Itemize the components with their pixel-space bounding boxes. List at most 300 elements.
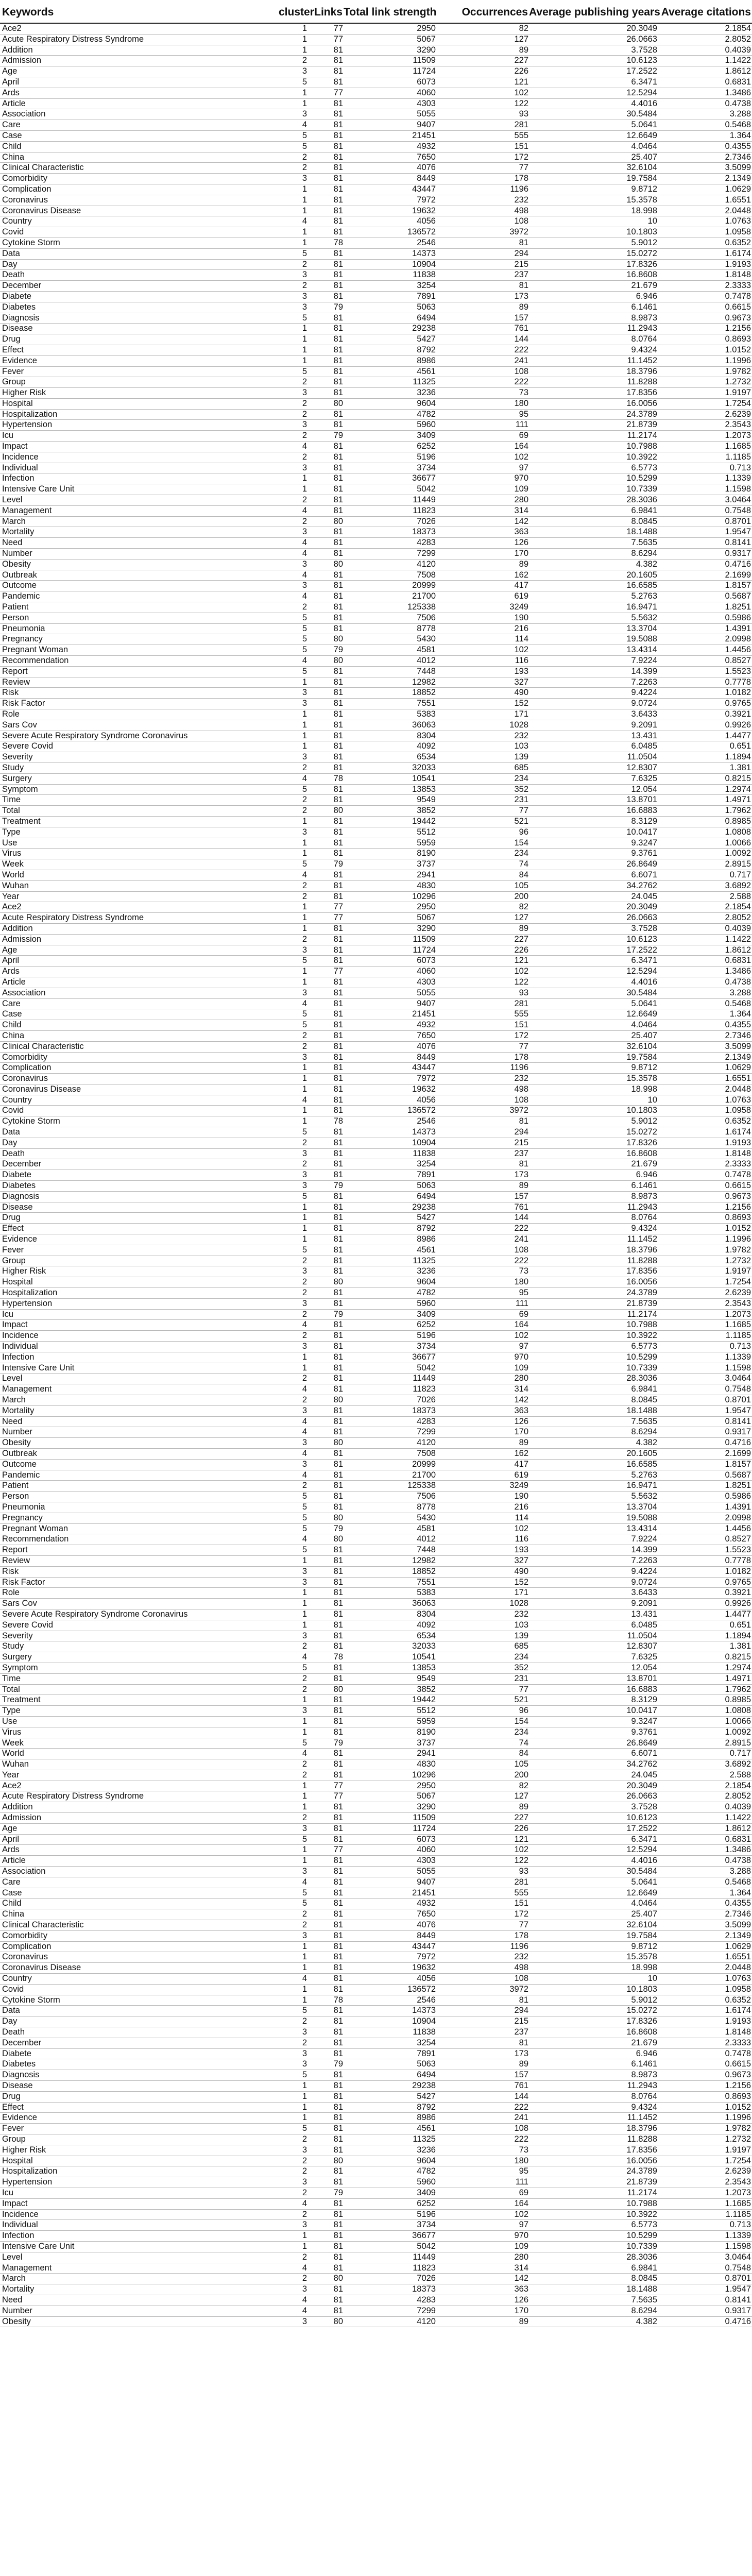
cluster-cell: 1 <box>278 34 307 45</box>
average-publishing-years-cell: 9.3247 <box>528 838 657 849</box>
keyword-cell: Type <box>0 827 278 838</box>
total-link-strength-cell: 43447 <box>343 1063 436 1074</box>
cluster-cell: 1 <box>278 838 307 849</box>
total-link-strength-cell: 2546 <box>343 1995 436 2006</box>
average-citations-cell: 0.8693 <box>657 1213 752 1224</box>
average-citations-cell: 1.9193 <box>657 1138 752 1148</box>
table-row <box>0 302 752 313</box>
keyword-cell: Severe Acute Respiratory Syndrome Coronavirus <box>0 731 278 741</box>
table-row <box>0 1084 752 1095</box>
keyword-cell: Diabetes <box>0 302 278 313</box>
keyword-cell: World <box>0 1749 278 1759</box>
cluster-cell: 2 <box>278 452 307 463</box>
cluster-cell: 1 <box>278 2081 307 2092</box>
table-row <box>0 559 752 570</box>
average-citations-cell: 0.7548 <box>657 505 752 516</box>
occurrences-cell: 3972 <box>436 227 528 238</box>
occurrences-cell: 173 <box>436 291 528 302</box>
links-cell: 81 <box>307 1298 343 1309</box>
occurrences-cell: 232 <box>436 1074 528 1084</box>
links-cell: 81 <box>307 1599 343 1609</box>
keyword-cell: Child <box>0 1899 278 1909</box>
keyword-cell: Level <box>0 2252 278 2263</box>
average-citations-cell: 0.4716 <box>657 2316 752 2327</box>
cluster-cell: 3 <box>278 1181 307 1192</box>
total-link-strength-cell: 7650 <box>343 1030 436 1041</box>
keyword-cell: Complication <box>0 184 278 195</box>
average-citations-cell: 3.288 <box>657 988 752 998</box>
table-row <box>0 591 752 602</box>
cluster-cell: 5 <box>278 1545 307 1556</box>
keyword-cell: Coronavirus Disease <box>0 1084 278 1095</box>
average-publishing-years-cell: 11.2174 <box>528 2188 657 2198</box>
table-row <box>0 1802 752 1813</box>
table-row <box>0 1877 752 1888</box>
links-cell: 79 <box>307 2188 343 2198</box>
table-row <box>0 1834 752 1845</box>
keyword-cell: Diagnosis <box>0 313 278 324</box>
average-citations-cell: 0.6615 <box>657 1181 752 1192</box>
links-cell: 80 <box>307 1277 343 1288</box>
total-link-strength-cell: 4012 <box>343 656 436 667</box>
average-publishing-years-cell: 13.8701 <box>528 1673 657 1684</box>
average-publishing-years-cell: 14.399 <box>528 666 657 677</box>
average-publishing-years-cell: 5.2763 <box>528 591 657 602</box>
average-citations-cell: 1.381 <box>657 1641 752 1652</box>
cluster-cell: 4 <box>278 442 307 452</box>
cluster-cell: 5 <box>278 1663 307 1673</box>
average-publishing-years-cell: 30.5484 <box>528 109 657 120</box>
keyword-cell: Diagnosis <box>0 2070 278 2081</box>
links-cell: 81 <box>307 795 343 806</box>
total-link-strength-cell: 11724 <box>343 66 436 77</box>
average-publishing-years-cell: 30.5484 <box>528 988 657 998</box>
cluster-cell: 1 <box>278 1555 307 1566</box>
table-row <box>0 2274 752 2284</box>
average-publishing-years-cell: 5.5632 <box>528 1492 657 1502</box>
links-cell: 81 <box>307 1352 343 1363</box>
occurrences-cell: 555 <box>436 1888 528 1899</box>
keyword-cell: Individual <box>0 1342 278 1352</box>
table-row <box>0 709 752 720</box>
average-publishing-years-cell: 25.407 <box>528 152 657 163</box>
keyword-cell: Virus <box>0 849 278 859</box>
occurrences-cell: 109 <box>436 484 528 495</box>
total-link-strength-cell: 3852 <box>343 806 436 817</box>
average-citations-cell: 1.6551 <box>657 1074 752 1084</box>
table-row <box>0 1266 752 1277</box>
occurrences-cell: 363 <box>436 2284 528 2295</box>
total-link-strength-cell: 4060 <box>343 1845 436 1856</box>
occurrences-cell: 108 <box>436 1245 528 1256</box>
total-link-strength-cell: 14373 <box>343 248 436 259</box>
links-cell: 79 <box>307 2059 343 2070</box>
total-link-strength-cell: 6073 <box>343 77 436 88</box>
occurrences-cell: 81 <box>436 1116 528 1127</box>
average-citations-cell: 2.1854 <box>657 1781 752 1791</box>
cluster-cell: 2 <box>278 1770 307 1781</box>
cluster-cell: 2 <box>278 1041 307 1052</box>
table-row <box>0 1138 752 1148</box>
keyword-cell: Diabete <box>0 1170 278 1181</box>
links-cell: 81 <box>307 1052 343 1063</box>
keyword-cell: Level <box>0 495 278 506</box>
table-row <box>0 1631 752 1641</box>
total-link-strength-cell: 7972 <box>343 1074 436 1084</box>
table-row <box>0 2241 752 2252</box>
total-link-strength-cell: 8986 <box>343 1234 436 1245</box>
cluster-cell: 1 <box>278 1791 307 1802</box>
average-publishing-years-cell: 8.6294 <box>528 1427 657 1438</box>
occurrences-cell: 111 <box>436 2177 528 2188</box>
header-links: Links <box>307 2 343 23</box>
total-link-strength-cell: 2546 <box>343 238 436 248</box>
cluster-cell: 3 <box>278 302 307 313</box>
average-publishing-years-cell: 11.2943 <box>528 1202 657 1213</box>
keyword-cell: Impact <box>0 1320 278 1331</box>
total-link-strength-cell: 8986 <box>343 355 436 366</box>
keyword-cell: Sars Cov <box>0 1599 278 1609</box>
occurrences-cell: 144 <box>436 334 528 345</box>
links-cell: 81 <box>307 227 343 238</box>
links-cell: 81 <box>307 388 343 399</box>
average-publishing-years-cell: 34.2762 <box>528 880 657 891</box>
keyword-cell: Ards <box>0 88 278 98</box>
keyword-cell: Hypertension <box>0 2177 278 2188</box>
total-link-strength-cell: 4561 <box>343 366 436 377</box>
links-cell: 78 <box>307 1652 343 1663</box>
keyword-cell: Effect <box>0 1224 278 1234</box>
cluster-cell: 1 <box>278 1695 307 1706</box>
table-row <box>0 1288 752 1299</box>
occurrences-cell: 89 <box>436 302 528 313</box>
occurrences-cell: 116 <box>436 656 528 667</box>
cluster-cell: 1 <box>278 816 307 827</box>
header-total-link-strength: Total link strength <box>343 2 436 23</box>
cluster-cell: 2 <box>278 1288 307 1299</box>
occurrences-cell: 3972 <box>436 1984 528 1995</box>
occurrences-cell: 234 <box>436 849 528 859</box>
table-row <box>0 1106 752 1116</box>
average-citations-cell: 0.7478 <box>657 291 752 302</box>
total-link-strength-cell: 8778 <box>343 623 436 634</box>
table-row <box>0 355 752 366</box>
keyword-cell: Care <box>0 998 278 1009</box>
occurrences-cell: 190 <box>436 1492 528 1502</box>
total-link-strength-cell: 10541 <box>343 1652 436 1663</box>
table-row <box>0 1170 752 1181</box>
cluster-cell: 3 <box>278 581 307 591</box>
keyword-cell: Admission <box>0 1813 278 1824</box>
total-link-strength-cell: 5959 <box>343 838 436 849</box>
cluster-cell: 5 <box>278 1191 307 1202</box>
cluster-cell: 1 <box>278 1352 307 1363</box>
links-cell: 81 <box>307 1320 343 1331</box>
average-publishing-years-cell: 7.6325 <box>528 1652 657 1663</box>
table-row <box>0 1202 752 1213</box>
table-row <box>0 452 752 463</box>
keyword-cell: Diagnosis <box>0 1191 278 1202</box>
total-link-strength-cell: 9407 <box>343 998 436 1009</box>
total-link-strength-cell: 7026 <box>343 516 436 527</box>
average-publishing-years-cell: 18.3796 <box>528 1245 657 1256</box>
links-cell: 81 <box>307 109 343 120</box>
cluster-cell: 5 <box>278 1888 307 1899</box>
average-citations-cell: 1.0182 <box>657 1566 752 1577</box>
total-link-strength-cell: 5383 <box>343 709 436 720</box>
total-link-strength-cell: 5042 <box>343 484 436 495</box>
average-citations-cell: 1.364 <box>657 130 752 141</box>
table-row <box>0 227 752 238</box>
total-link-strength-cell: 13853 <box>343 1663 436 1673</box>
table-row <box>0 1342 752 1352</box>
total-link-strength-cell: 36063 <box>343 1599 436 1609</box>
total-link-strength-cell: 32033 <box>343 762 436 773</box>
keyword-cell: December <box>0 1159 278 1170</box>
average-citations-cell: 0.8527 <box>657 1534 752 1545</box>
occurrences-cell: 1196 <box>436 1063 528 1074</box>
table-row <box>0 1738 752 1749</box>
total-link-strength-cell: 7026 <box>343 2274 436 2284</box>
average-citations-cell: 1.1422 <box>657 56 752 66</box>
table-row <box>0 1459 752 1470</box>
total-link-strength-cell: 7448 <box>343 1545 436 1556</box>
average-citations-cell: 0.4039 <box>657 1802 752 1813</box>
total-link-strength-cell: 4581 <box>343 645 436 656</box>
links-cell: 81 <box>307 442 343 452</box>
links-cell: 81 <box>307 495 343 506</box>
average-citations-cell: 0.7478 <box>657 2048 752 2059</box>
links-cell: 81 <box>307 1802 343 1813</box>
cluster-cell: 1 <box>278 473 307 484</box>
cluster-cell: 4 <box>278 505 307 516</box>
cluster-cell: 1 <box>278 709 307 720</box>
cluster-cell: 4 <box>278 1652 307 1663</box>
occurrences-cell: 281 <box>436 120 528 131</box>
links-cell: 81 <box>307 677 343 688</box>
cluster-cell: 1 <box>278 2231 307 2242</box>
occurrences-cell: 81 <box>436 281 528 292</box>
occurrences-cell: 73 <box>436 2145 528 2156</box>
links-cell: 81 <box>307 688 343 699</box>
table-row <box>0 1930 752 1941</box>
cluster-cell: 1 <box>278 345 307 355</box>
total-link-strength-cell: 3737 <box>343 1738 436 1749</box>
table-row <box>0 538 752 549</box>
average-citations-cell: 0.6831 <box>657 956 752 967</box>
occurrences-cell: 178 <box>436 1930 528 1941</box>
links-cell: 80 <box>307 1395 343 1406</box>
total-link-strength-cell: 11823 <box>343 1384 436 1395</box>
average-publishing-years-cell: 6.3471 <box>528 1834 657 1845</box>
average-citations-cell: 1.9547 <box>657 527 752 538</box>
links-cell: 81 <box>307 1138 343 1148</box>
table-row <box>0 1159 752 1170</box>
table-row <box>0 1577 752 1588</box>
links-cell: 81 <box>307 324 343 334</box>
links-cell: 81 <box>307 1084 343 1095</box>
cluster-cell: 4 <box>278 870 307 880</box>
links-cell: 81 <box>307 1009 343 1020</box>
keyword-cell: Risk <box>0 1566 278 1577</box>
table-row <box>0 1405 752 1416</box>
keyword-cell: Virus <box>0 1727 278 1738</box>
cluster-cell: 5 <box>278 1020 307 1031</box>
links-cell: 81 <box>307 1459 343 1470</box>
average-citations-cell: 0.7478 <box>657 1170 752 1181</box>
keyword-cell: Acute Respiratory Distress Syndrome <box>0 913 278 924</box>
occurrences-cell: 172 <box>436 152 528 163</box>
links-cell: 81 <box>307 731 343 741</box>
links-cell: 80 <box>307 806 343 817</box>
links-cell: 81 <box>307 613 343 623</box>
occurrences-cell: 1196 <box>436 184 528 195</box>
links-cell: 77 <box>307 34 343 45</box>
total-link-strength-cell: 7506 <box>343 613 436 623</box>
average-publishing-years-cell: 3.6433 <box>528 709 657 720</box>
average-publishing-years-cell: 28.3036 <box>528 1374 657 1384</box>
links-cell: 81 <box>307 762 343 773</box>
cluster-cell: 3 <box>278 2284 307 2295</box>
average-citations-cell: 0.8701 <box>657 516 752 527</box>
keyword-cell: Wuhan <box>0 1759 278 1770</box>
average-publishing-years-cell: 10.7339 <box>528 1363 657 1374</box>
average-publishing-years-cell: 9.2091 <box>528 720 657 731</box>
links-cell: 81 <box>307 891 343 902</box>
table-row <box>0 2263 752 2274</box>
average-citations-cell: 1.8251 <box>657 602 752 613</box>
average-publishing-years-cell: 24.045 <box>528 891 657 902</box>
cluster-cell: 1 <box>278 1952 307 1963</box>
links-cell: 81 <box>307 473 343 484</box>
table-row <box>0 66 752 77</box>
average-citations-cell: 2.7346 <box>657 1909 752 1920</box>
table-row <box>0 2220 752 2231</box>
keyword-cell: Complication <box>0 1063 278 1074</box>
average-publishing-years-cell: 21.679 <box>528 281 657 292</box>
average-publishing-years-cell: 19.5088 <box>528 634 657 645</box>
total-link-strength-cell: 125338 <box>343 1481 436 1492</box>
keyword-cell: Drug <box>0 334 278 345</box>
cluster-cell: 2 <box>278 495 307 506</box>
average-citations-cell: 1.4971 <box>657 1673 752 1684</box>
keyword-cell: Recommendation <box>0 656 278 667</box>
total-link-strength-cell: 21700 <box>343 1470 436 1481</box>
occurrences-cell: 314 <box>436 1384 528 1395</box>
average-publishing-years-cell: 12.6649 <box>528 1009 657 1020</box>
average-publishing-years-cell: 13.4314 <box>528 645 657 656</box>
cluster-cell: 1 <box>278 355 307 366</box>
keyword-cell: Time <box>0 1673 278 1684</box>
keyword-cell: Disease <box>0 324 278 334</box>
occurrences-cell: 190 <box>436 613 528 623</box>
average-citations-cell: 1.7254 <box>657 2156 752 2166</box>
keyword-cell: Country <box>0 216 278 227</box>
average-citations-cell: 0.8141 <box>657 2295 752 2306</box>
cluster-cell: 3 <box>278 2059 307 2070</box>
average-citations-cell: 1.2732 <box>657 377 752 388</box>
table-row <box>0 324 752 334</box>
links-cell: 81 <box>307 2091 343 2102</box>
keyword-cell: Clinical Characteristic <box>0 1920 278 1931</box>
average-publishing-years-cell: 6.3471 <box>528 77 657 88</box>
table-row <box>0 174 752 184</box>
links-cell: 81 <box>307 1191 343 1202</box>
average-citations-cell: 0.5468 <box>657 120 752 131</box>
table-row <box>0 1116 752 1127</box>
keyword-cell: Time <box>0 795 278 806</box>
average-publishing-years-cell: 19.7584 <box>528 1930 657 1941</box>
average-citations-cell: 1.1685 <box>657 1320 752 1331</box>
links-cell: 81 <box>307 2177 343 2188</box>
occurrences-cell: 95 <box>436 409 528 420</box>
table-row <box>0 795 752 806</box>
average-citations-cell: 0.7778 <box>657 677 752 688</box>
links-cell: 81 <box>307 956 343 967</box>
total-link-strength-cell: 3290 <box>343 45 436 56</box>
average-citations-cell: 1.0808 <box>657 1706 752 1717</box>
average-publishing-years-cell: 17.8356 <box>528 388 657 399</box>
table-row <box>0 1974 752 1985</box>
keyword-cell: Year <box>0 891 278 902</box>
table-row <box>0 1899 752 1909</box>
occurrences-cell: 157 <box>436 313 528 324</box>
keyword-cell: Management <box>0 505 278 516</box>
average-citations-cell: 1.9782 <box>657 2124 752 2134</box>
cluster-cell: 4 <box>278 538 307 549</box>
total-link-strength-cell: 20999 <box>343 1459 436 1470</box>
total-link-strength-cell: 4303 <box>343 98 436 109</box>
average-publishing-years-cell: 12.054 <box>528 1663 657 1673</box>
cluster-cell: 1 <box>278 1984 307 1995</box>
average-citations-cell: 1.2156 <box>657 2081 752 2092</box>
average-publishing-years-cell: 10 <box>528 216 657 227</box>
occurrences-cell: 241 <box>436 2113 528 2124</box>
cluster-cell: 1 <box>278 1716 307 1727</box>
links-cell: 81 <box>307 1566 343 1577</box>
table-row <box>0 1534 752 1545</box>
links-cell: 81 <box>307 998 343 1009</box>
links-cell: 81 <box>307 313 343 324</box>
links-cell: 81 <box>307 216 343 227</box>
average-publishing-years-cell: 10.7988 <box>528 442 657 452</box>
occurrences-cell: 69 <box>436 431 528 442</box>
total-link-strength-cell: 4076 <box>343 1041 436 1052</box>
links-cell: 81 <box>307 345 343 355</box>
occurrences-cell: 121 <box>436 77 528 88</box>
occurrences-cell: 152 <box>436 1577 528 1588</box>
average-publishing-years-cell: 15.0272 <box>528 1127 657 1138</box>
links-cell: 81 <box>307 827 343 838</box>
average-citations-cell: 1.1894 <box>657 1631 752 1641</box>
total-link-strength-cell: 5067 <box>343 34 436 45</box>
average-publishing-years-cell: 18.998 <box>528 206 657 216</box>
cluster-cell: 5 <box>278 366 307 377</box>
average-citations-cell: 3.288 <box>657 109 752 120</box>
total-link-strength-cell: 7299 <box>343 549 436 560</box>
average-citations-cell: 2.6239 <box>657 409 752 420</box>
total-link-strength-cell: 11325 <box>343 2134 436 2145</box>
keyword-cell: Association <box>0 1867 278 1877</box>
occurrences-cell: 81 <box>436 1159 528 1170</box>
average-publishing-years-cell: 13.431 <box>528 1609 657 1620</box>
average-citations-cell: 1.5523 <box>657 1545 752 1556</box>
table-row <box>0 281 752 292</box>
occurrences-cell: 142 <box>436 1395 528 1406</box>
average-citations-cell: 2.3333 <box>657 1159 752 1170</box>
average-publishing-years-cell: 20.1605 <box>528 570 657 581</box>
links-cell: 81 <box>307 355 343 366</box>
